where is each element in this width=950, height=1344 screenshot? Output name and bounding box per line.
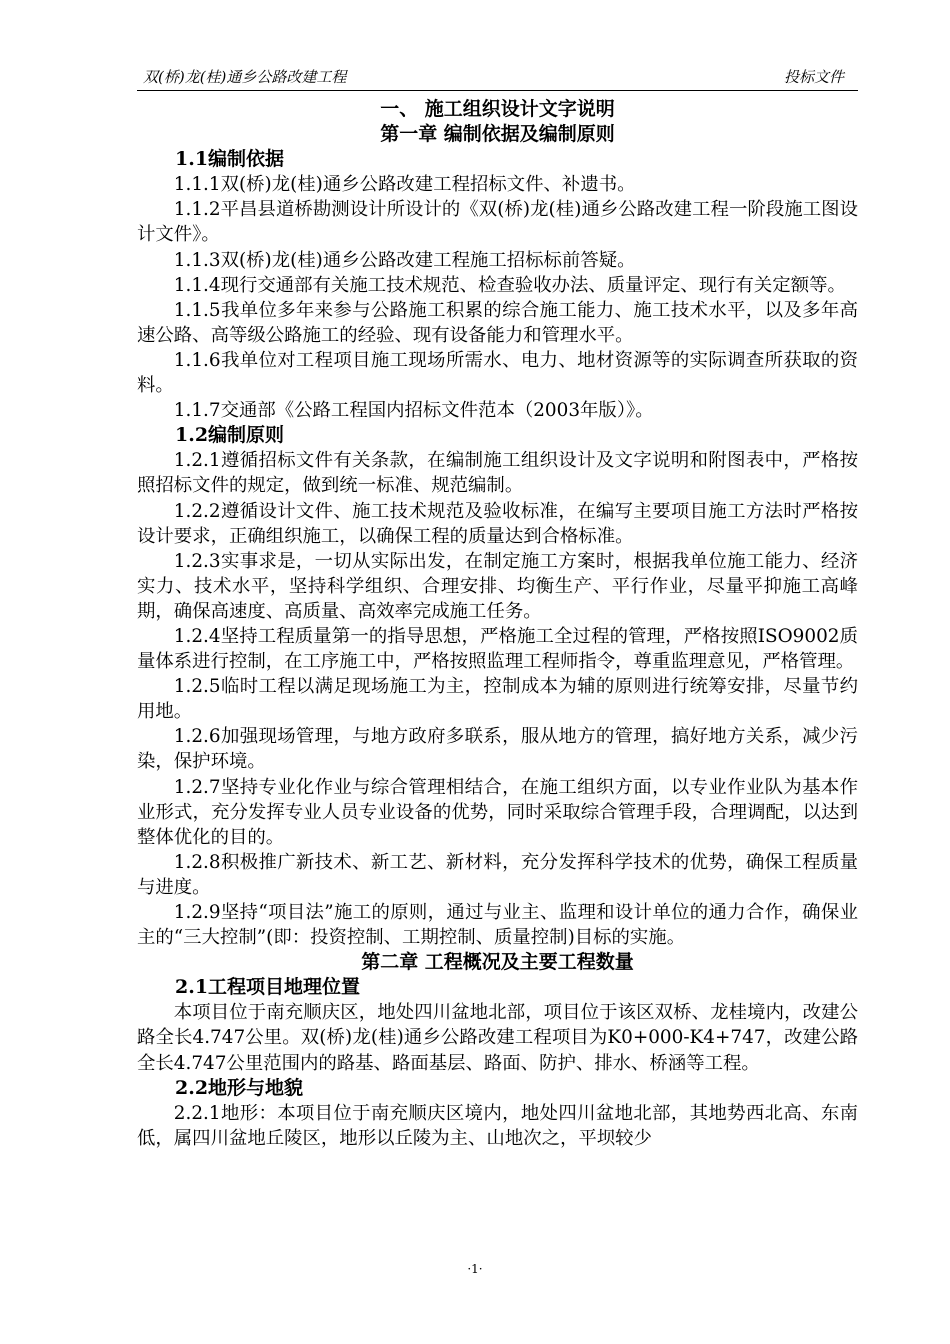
- header-document-type: 投标文件: [783, 68, 844, 86]
- page-header: [137, 64, 858, 91]
- paragraph-1-2-2: 1.2.2遵循设计文件、施工技术规范及验收标准，在编写主要项目施工方法时严格按设计要求，正确组织施工，以确保工程的质量达到合格标准。: [137, 500, 858, 547]
- paragraph-1-2-3: 1.2.3实事求是，一切从实际出发，在制定施工方案时，根据我单位施工能力、经济实力、技术水平，坚持科学组织、合理安排、均衡生产、平行作业，尽量平抑施工高峰期，确保高速度、高质量、高效率完成施工任务。: [137, 550, 858, 622]
- paragraph-2-1: 本项目位于南充顺庆区，地处四川盆地北部，项目位于该区双桥、龙桂境内，改建公路全长4.747公里。双(桥)龙(桂)通乡公路改建工程项目为K0+000-K4+747，改建公路全长4.747公里范围内的路基、路面基层、路面、防护、排水、桥涵等工程。: [137, 1002, 858, 1074]
- section-title: 一、 施工组织设计文字说明: [380, 98, 615, 120]
- paragraph-1-1-6: 1.1.6我单位对工程项目施工现场所需水、电力、地材资源等的实际调查所获取的资料。: [137, 349, 858, 397]
- paragraph-1-2-8: 1.2.8积极推广新技术、新工艺、新材料，充分发挥科学技术的优势，确保工程质量与进度。: [137, 851, 858, 898]
- paragraph-2-2-1: 2.2.1地形：本项目位于南充顺庆区境内，地处四川盆地北部，其地势西北高、东南低，属四川盆地丘陵区，地形以丘陵为主、山地次之，平坝较少: [137, 1102, 858, 1149]
- heading-1-2: 1.2编制原则: [175, 424, 285, 447]
- paragraph-1-2-1: 1.2.1遵循招标文件有关条款，在编制施工组织设计及文字说明和附图表中，严格按照招标文件的规定，做到统一标准、规范编制。: [137, 450, 858, 497]
- paragraph-1-1-1: 1.1.1双(桥)龙(桂)通乡公路改建工程招标文件、补遗书。: [173, 174, 636, 196]
- heading-1-1: 1.1编制依据: [175, 148, 285, 171]
- heading-2-2: 2.2地形与地貌: [175, 1076, 304, 1099]
- paragraph-1-1-2: 1.1.2平昌县道桥勘测设计所设计的《双(桥)龙(桂)通乡公路改建工程一阶段施工图设计文件》。: [137, 199, 858, 246]
- paragraph-1-2-7: 1.2.7坚持专业化作业与综合管理相结合，在施工组织方面，以专业作业队为基本作业形式，充分发挥专业人员专业设备的优势，同时采取综合管理手段，合理调配，以达到整体优化的目的。: [137, 776, 858, 848]
- paragraph-1-1-3: 1.1.3双(桥)龙(桂)通乡公路改建工程施工招标标前答疑。: [173, 249, 636, 271]
- document-body: [137, 97, 858, 1151]
- paragraph-1-2-9: 1.2.9坚持“项目法”施工的原则，通过与业主、监理和设计单位的通力合作，确保业主的“三大控制”(即：投资控制、工期控制、质量控制)目标的实施。: [137, 902, 858, 949]
- heading-2-1: 2.1工程项目地理位置: [175, 976, 361, 999]
- paragraph-1-1-4: 1.1.4现行交通部有关施工技术规范、检查验收办法、质量评定、现行有关定额等。: [173, 274, 846, 296]
- paragraph-1-2-6: 1.2.6加强现场管理，与地方政府多联系，服从地方的管理，搞好地方关系，减少污染，保护环境。: [137, 726, 858, 773]
- paragraph-1-1-7: 1.1.7交通部《公路工程国内招标文件范本（2003年版）》。: [173, 400, 654, 422]
- chapter-1-title: 第一章 编制依据及编制原则: [380, 123, 615, 146]
- paragraph-1-2-5: 1.2.5临时工程以满足现场施工为主，控制成本为辅的原则进行统筹安排，尽量节约用地。: [137, 676, 858, 723]
- paragraph-1-2-4: 1.2.4坚持工程质量第一的指导思想，严格施工全过程的管理，严格按照ISO9002质量体系进行控制，在工序施工中，严格按照监理工程师指令，尊重监理意见，严格管理。: [137, 625, 858, 673]
- paragraph-1-1-5: 1.1.5我单位多年来参与公路施工积累的综合施工能力、施工技术水平，以及多年高速公路、高等级公路施工的经验、现有设备能力和管理水平。: [137, 299, 858, 346]
- header-project-name: 双(桥)龙(桂)通乡公路改建工程: [143, 68, 347, 86]
- chapter-2-title: 第二章 工程概况及主要工程数量: [361, 951, 634, 974]
- page-number: ·1·: [467, 1262, 483, 1276]
